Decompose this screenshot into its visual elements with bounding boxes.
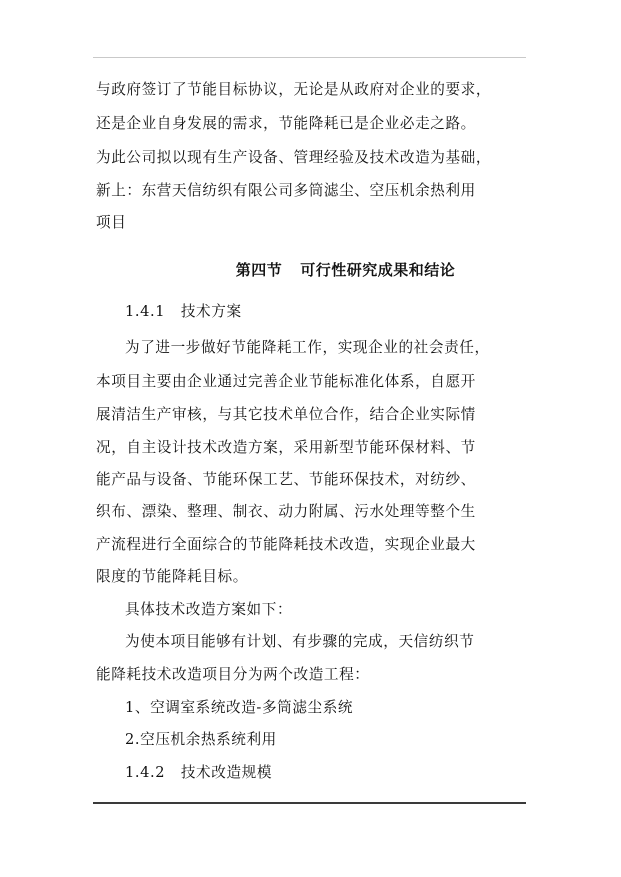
paragraph-3-line-2: 能降耗技术改造项目分为两个改造工程：: [96, 666, 370, 683]
header-rule: [93, 57, 526, 58]
subsection-1-heading: [125, 302, 242, 322]
subsection-2-heading: [125, 763, 272, 783]
intro-line-3: 为此公司拟以现有生产设备、管理经验及技术改造为基础，: [96, 149, 492, 166]
intro-line-1: 与政府签订了节能目标协议，无论是从政府对企业的要求，: [96, 81, 492, 98]
list-item-1: 1、空调室系统改造-多筒滤尘系统: [125, 699, 354, 716]
intro-line-4: 新上：东营天信纺织有限公司多筒滤尘、空压机余热利用: [96, 182, 476, 199]
paragraph-1-line-6: 织布、漂染、整理、制衣、动力附属、污水处理等整个生: [96, 503, 476, 520]
list-item-2: 2.空压机余热系统利用: [125, 731, 277, 748]
paragraph-1-line-1: 为了进一步做好节能降耗工作，实现企业的社会责任，: [125, 339, 490, 356]
subsection-1-number: 1.4.1: [125, 303, 166, 320]
section-title: 可行性研究成果和结论: [300, 261, 456, 279]
paragraph-2: 具体技术改造方案如下：: [125, 601, 293, 618]
paragraph-1-line-8: 限度的节能降耗目标。: [96, 568, 248, 585]
paragraph-3-line-1: 为使本项目能够有计划、有步骤的完成，天信纺织节: [125, 633, 475, 650]
subsection-2-title: 技术改造规模: [180, 764, 273, 781]
paragraph-1-line-5: 能产品与设备、节能环保工艺、节能环保技术，对纺纱、: [96, 471, 476, 488]
paragraph-1-line-2: 本项目主要由企业通过完善企业节能标准化体系，自愿开: [96, 373, 476, 390]
section-heading: [0, 260, 621, 280]
footer-rule: [93, 802, 526, 804]
paragraph-1-line-3: 展清洁生产审核，与其它技术单位合作，结合企业实际情: [96, 406, 476, 423]
paragraph-1-line-7: 产流程进行全面综合的节能降耗技术改造，实现企业最大: [96, 536, 476, 553]
intro-line-5: 项目: [96, 214, 127, 231]
section-number: 第四节: [235, 261, 283, 279]
paragraph-1-line-4: 况，自主设计技术改造方案，采用新型节能环保材料、节: [96, 439, 476, 456]
intro-line-2: 还是企业自身发展的需求，节能降耗已是企业必走之路。: [96, 115, 476, 132]
subsection-2-number: 1.4.2: [125, 764, 166, 781]
subsection-1-title: 技术方案: [180, 303, 242, 320]
